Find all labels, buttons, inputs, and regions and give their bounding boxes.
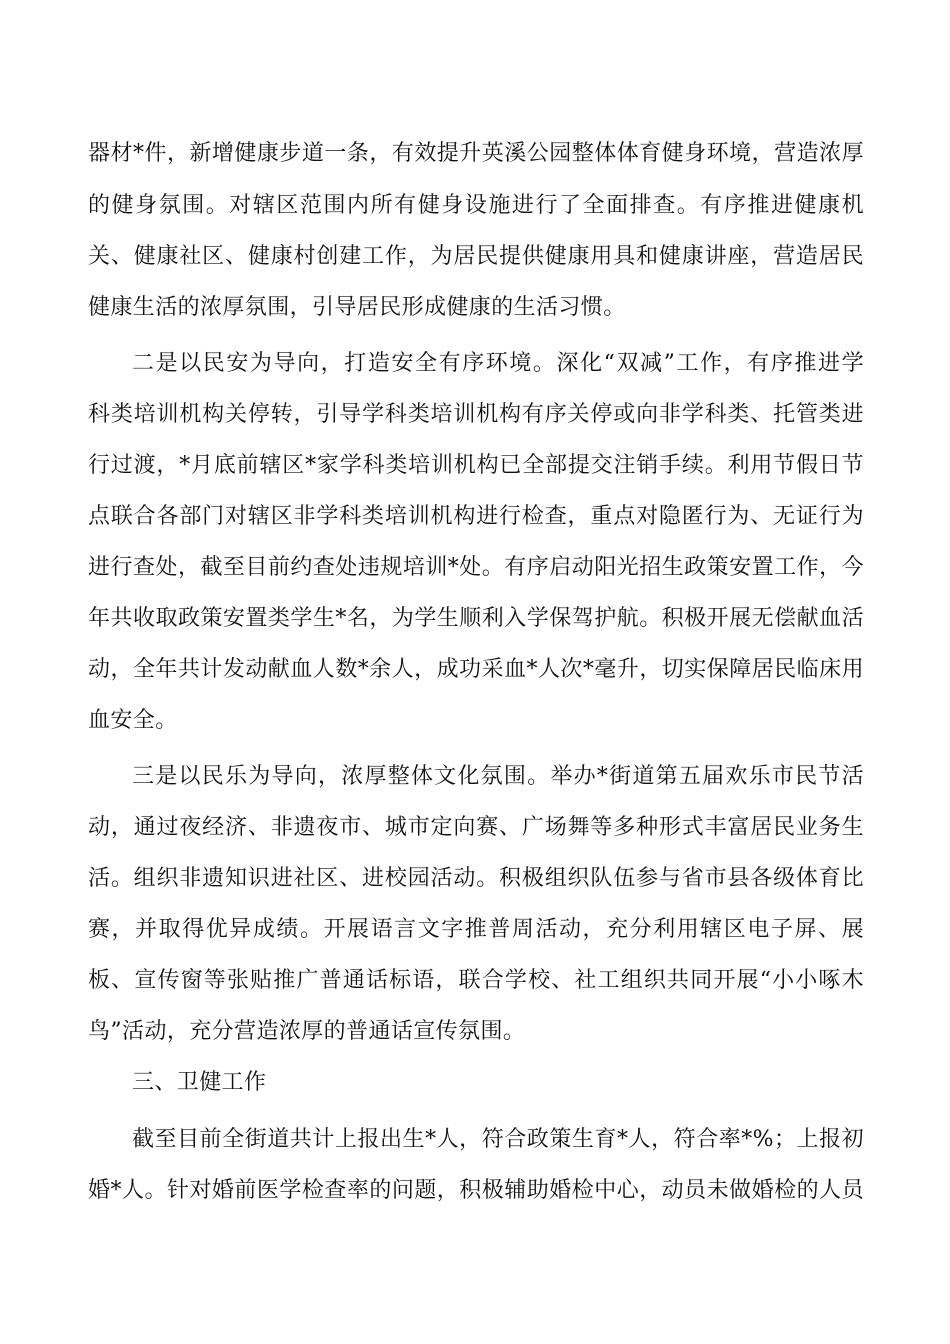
body-text-line: 进行查处，截至目前约查处违规培训*处。有序启动阳光招生政策安置工作，今 [88, 555, 864, 580]
body-text-line: 婚*人。针对婚前医学检查率的问题，积极辅助婚检中心，动员未做婚检的人员 [88, 1178, 864, 1203]
body-text-line: 关、健康社区、健康村创建工作，为居民提供健康用具和健康讲座，营造居民 [88, 244, 864, 269]
paragraph-heading-line: 二是以民安为导向，打造安全有序环境。深化“双减”工作，有序推进学 [132, 351, 864, 376]
body-text-line: 动，全年共计发动献血人数*余人，成功采血*人次*毫升，切实保障居民临床用 [88, 657, 864, 682]
body-text-line: 血安全。 [88, 708, 178, 733]
body-text-line: 科类培训机构关停转，引导学科类培训机构有序关停或向非学科类、托管类进 [88, 402, 864, 427]
body-text-line: 板、宣传窗等张贴推广普通话标语，联合学校、社工组织共同开展“小小啄木 [88, 968, 864, 993]
body-text-line: 点联合各部门对辖区非学科类培训机构进行检查，重点对隐匿行为、无证行为 [88, 504, 864, 529]
body-text-line: 器材*件，新增健康步道一条，有效提升英溪公园整体体育健身环境，营造浓厚 [88, 141, 864, 166]
body-text-line: 动，通过夜经济、非遗夜市、城市定向赛、广场舞等多种形式丰富居民业务生 [88, 815, 864, 840]
body-text-line: 健康生活的浓厚氛围，引导居民形成健康的生活习惯。 [88, 295, 626, 320]
body-text-line: 鸟”活动，充分营造浓厚的普通话宣传氛围。 [88, 1019, 526, 1044]
body-text-line: 年共收取政策安置类学生*名，为学生顺利入学保驾护航。积极开展无偿献血活 [88, 606, 864, 631]
paragraph-heading-line: 三是以民乐为导向，浓厚整体文化氛围。举办*街道第五届欢乐市民节活 [132, 764, 864, 789]
body-text-line: 行过渡，*月底前辖区*家学科类培训机构已全部提交注销手续。利用节假日节 [88, 453, 864, 478]
body-text-line: 的健身氛围。对辖区范围内所有健身设施进行了全面排查。有序推进健康机 [88, 193, 864, 218]
body-text-line: 活。组织非遗知识进社区、进校园活动。积极组织队伍参与省市县各级体育比 [88, 866, 864, 891]
paragraph-heading-line: 截至目前全街道共计上报出生*人，符合政策生育*人，符合率*%；上报初 [132, 1127, 864, 1152]
body-text-line: 赛，并取得优异成绩。开展语言文字推普周活动，充分利用辖区电子屏、展 [88, 917, 864, 942]
section-heading: 三、卫健工作 [132, 1070, 267, 1095]
